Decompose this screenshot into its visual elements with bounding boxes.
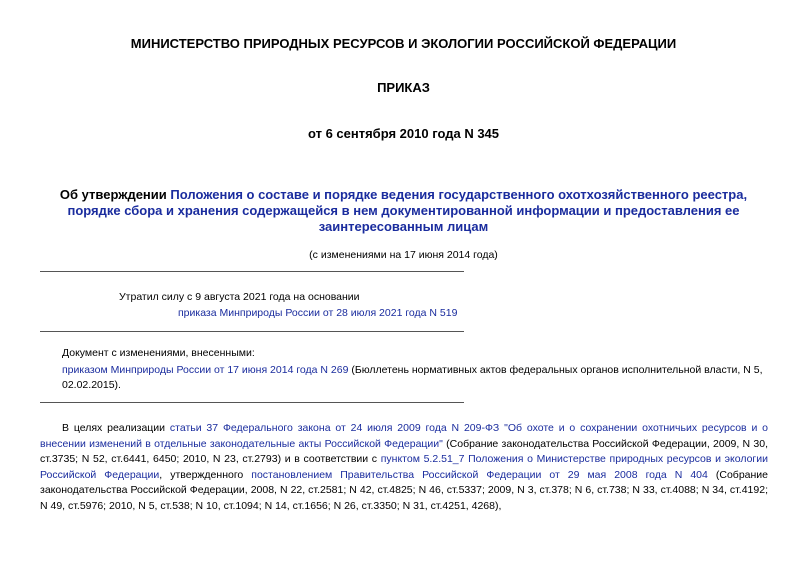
document-type: ПРИКАЗ (377, 80, 430, 95)
lost-force-link[interactable]: приказа Минприроды России от 28 июля 2021 года N 519 (178, 307, 458, 319)
changes-link[interactable]: приказом Минприроды России от 17 июня 2014 года N 269 (62, 364, 349, 376)
divider (40, 271, 464, 272)
changes-label: Документ с изменениями, внесенными: (62, 347, 255, 359)
ministry-regulation-link[interactable]: пунктом 5.2.51_7 Положения о Министерстве природных ресурсов и экологии Российской Федерации (40, 453, 768, 481)
ministry-heading: МИНИСТЕРСТВО ПРИРОДНЫХ РЕСУРСОВ И ЭКОЛОГИИ РОССИЙСКОЙ ФЕДЕРАЦИИ (130, 36, 677, 51)
preamble-paragraph: В целях реализации статьи 37 Федерального закона от 24 июля 2009 года N 209-ФЗ "Об охоте и о сохранении охотничьих ресурсов и о внесении изменений в отдельные законодательные акты Российской Федерации" (Собрание законодательства Российской Федерации, 2009, N 30, ст.3735; N 52, ст.6441, 6450; 2010, N 23, ст.2793) и в соответствии с пунктом 5.2.51_7 Положения о Министерстве природных ресурсов и экологии Российской Федерации, утвержденного постановлением Правительства Российской Федерации от 29 мая 2008 года N 404 (Собрание законодательства Российской Федерации, 2008, N 22, ст.2581; N 42, ст.4825; N 46, ст.5337; 2009, N 3, ст.378; N 6, ст.738; N 33, ст.4088; N 34, ст.4192; N 49, ст.5976; 2010, N 5, ст.538; N 10, ст.1094; N 14, ст.1656; N 26, ст.3350; N 31, ст.4251, 4268), (40, 422, 769, 512)
subject-prefix: Об утверждении (59, 187, 171, 202)
lost-force-text: Утратил силу с 9 августа 2021 года на основании (119, 291, 360, 303)
document-subject (0, 187, 807, 235)
document-date-number: от 6 сентября 2010 года N 345 (307, 126, 500, 141)
amendments-note: (с изменениями на 17 июня 2014 года) (309, 249, 498, 261)
law-article-link[interactable]: статьи 37 Федерального закона от 24 июля 2009 года N 209-ФЗ "Об охоте и о сохранении охотничьих ресурсов и о внесении изменений в отдельные законодательные акты Российской Федерации" (40, 422, 768, 450)
subject-link-line1[interactable]: Положения о составе и порядке ведения государственного охотхозяйственного реестра, (170, 187, 748, 202)
subject-link-line3[interactable]: заинтересованным лицам (318, 219, 489, 234)
changes-text: приказом Минприроды России от 17 июня 2014 года N 269 (Бюллетень нормативных актов федеральных органов исполнительной власти, N 5, 02.02.2015). (62, 364, 763, 391)
changes-block (40, 346, 767, 393)
divider (40, 402, 464, 403)
divider (40, 331, 464, 332)
lost-force-line (40, 307, 464, 319)
government-decree-link[interactable]: постановлением Правительства Российской Федерации от 29 мая 2008 года N 404 (251, 468, 708, 481)
subject-link-line2[interactable]: порядке сбора и хранения содержащейся в нем документированной информации и предоставления ее (67, 203, 740, 218)
